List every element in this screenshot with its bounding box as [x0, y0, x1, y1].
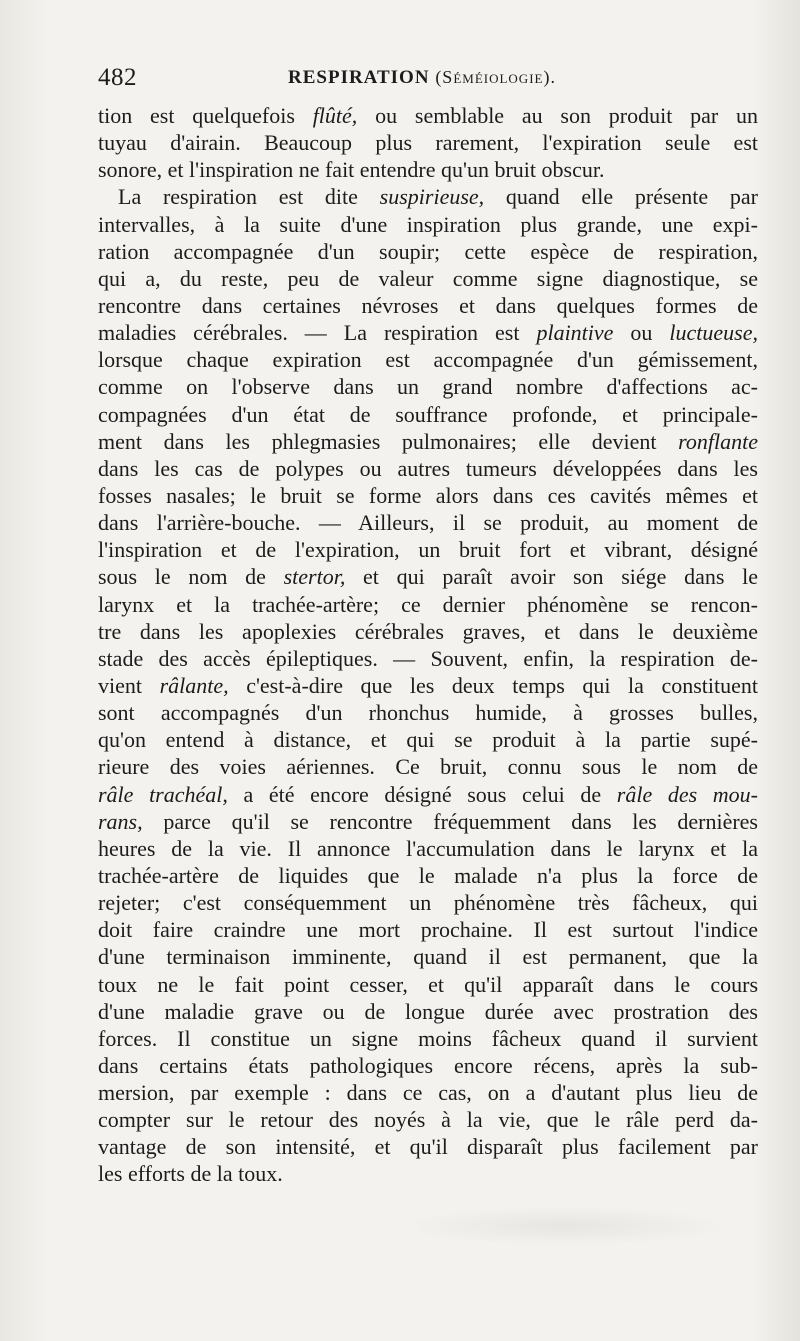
text-segment: doit faire craindre une mort prochaine. Il est surtout l'indice	[98, 917, 758, 943]
running-title-main: RESPIRATION	[288, 67, 430, 88]
text-line	[98, 455, 758, 482]
text-line	[98, 238, 758, 265]
text-segment: rieure des voies aériennes. Ce bruit, connu sous le nom de	[98, 754, 758, 780]
text-line	[98, 373, 758, 400]
text-line	[98, 156, 758, 183]
text-segment: maladies cérébrales. — La respiration est	[98, 320, 537, 346]
text-line	[98, 1160, 758, 1187]
text-line	[98, 916, 758, 943]
text-line	[98, 1025, 758, 1052]
text-segment: sont accompagnés d'un rhonchus humide, à grosses bulles,	[98, 700, 758, 726]
text-line	[98, 292, 758, 319]
text-line	[98, 509, 758, 536]
italic-term: luctueuse,	[669, 320, 758, 346]
text-segment: compter sur le retour des noyés à la vie, que le râle perd da-	[98, 1107, 758, 1133]
text-segment: d'une maladie grave ou de longue durée avec prostration des	[98, 998, 758, 1024]
text-segment: larynx et la trachée-artère; ce dernier phénomène se rencon-	[98, 591, 758, 617]
text-line	[98, 1133, 758, 1160]
text-line	[98, 428, 758, 455]
italic-term: flûté,	[312, 103, 358, 128]
italic-term: râlante,	[159, 672, 229, 698]
text-line	[98, 998, 758, 1025]
text-line	[98, 591, 758, 618]
text-line	[98, 835, 758, 862]
text-segment: qui a, du reste, peu de valeur comme signe diagnostique, se	[98, 265, 758, 291]
text-line	[98, 943, 758, 970]
text-segment: mersion, par exemple : dans ce cas, on a d'autant plus lieu de	[98, 1080, 758, 1106]
running-title	[288, 67, 556, 89]
text-line	[98, 1106, 758, 1133]
text-line	[98, 1052, 758, 1079]
text-segment: d'une terminaison imminente, quand il est permanent, que la	[98, 944, 758, 970]
text-segment: rencontre dans certaines névroses et dans quelques formes de	[98, 292, 758, 318]
text-segment: tion est quelquefois	[98, 103, 313, 128]
text-line	[98, 618, 758, 645]
text-segment: comme on l'observe dans un grand nombre d'affections ac-	[98, 374, 758, 400]
text-line	[98, 889, 758, 916]
text-segment: La respiration est dite	[118, 184, 380, 210]
text-line	[98, 862, 758, 889]
text-line	[98, 808, 758, 835]
text-line	[98, 265, 758, 292]
text-segment: lorsque chaque expiration est accompagnée d'un gémissement,	[98, 347, 758, 373]
text-segment: tuyau d'airain. Beaucoup plus rarement, l'expiration seule est	[98, 130, 758, 156]
text-line	[98, 1079, 758, 1106]
text-line	[98, 211, 758, 238]
italic-term: ronflante	[678, 428, 758, 454]
text-segment: heures de la vie. Il annonce l'accumulation dans le larynx et la	[98, 835, 758, 861]
text-line	[98, 536, 758, 563]
text-segment: stade des accès épileptiques. — Souvent, enfin, la respiration de-	[98, 645, 758, 671]
text-line	[98, 672, 758, 699]
text-segment: tre dans les apoplexies cérébrales graves, et dans le deuxième	[98, 618, 758, 644]
text-segment: rejeter; c'est conséquemment un phénomène très fâcheux, qui	[98, 890, 758, 916]
text-line	[98, 319, 758, 346]
italic-term: râle des mou-	[616, 781, 758, 807]
text-segment: ou	[613, 320, 670, 346]
italic-term: suspirieuse,	[379, 184, 485, 210]
text-segment: ration accompagnée d'un soupir; cette espèce de respiration,	[98, 238, 758, 264]
text-segment: intervalles, à la suite d'une inspiration plus grande, une expi-	[98, 211, 758, 237]
text-segment: c'est-à-dire que les deux temps qui la constituent	[228, 672, 758, 698]
page-number: 482	[98, 64, 137, 91]
text-line	[98, 971, 758, 998]
text-line	[98, 781, 758, 808]
text-line	[98, 129, 758, 156]
text-line	[98, 645, 758, 672]
text-line	[98, 753, 758, 780]
text-segment: vantage de son intensité, et qu'il disparaît plus facilement par	[98, 1134, 758, 1160]
text-segment: sonore, et l'inspiration ne fait entendre qu'un bruit obscur.	[98, 157, 605, 183]
text-segment: qu'on entend à distance, et qui se produit à la partie supé-	[98, 727, 758, 753]
text-line	[98, 482, 758, 509]
text-segment: sous le nom de	[98, 564, 284, 590]
body-text	[98, 102, 758, 1188]
text-line	[98, 563, 758, 590]
text-segment: vient	[98, 672, 160, 698]
text-segment: quand elle présente par	[484, 184, 758, 210]
text-line	[98, 401, 758, 428]
text-segment: a été encore désigné sous celui de	[227, 781, 617, 807]
italic-term: plaintive	[536, 320, 614, 346]
text-line	[118, 183, 758, 210]
text-segment: dans l'arrière-bouche. — Ailleurs, il se produit, au moment de	[98, 510, 758, 536]
text-segment: ment dans les phlegmasies pulmonaires; elle devient	[98, 428, 679, 454]
text-line	[98, 102, 758, 129]
text-line	[98, 346, 758, 373]
text-segment: fosses nasales; le bruit se forme alors dans ces cavités mêmes et	[98, 482, 758, 508]
text-segment: toux ne le fait point cesser, et qu'il apparaît dans le cours	[98, 971, 758, 997]
text-segment: dans les cas de polypes ou autres tumeurs développées dans les	[98, 455, 758, 481]
text-segment: l'inspiration et de l'expiration, un bruit fort et vibrant, désigné	[98, 537, 758, 563]
running-title-sub: (Séméiologie).	[435, 67, 556, 87]
bleed-through-smudge	[400, 1206, 730, 1246]
text-segment: et qui paraît avoir son siége dans le	[345, 564, 758, 590]
text-line	[98, 699, 758, 726]
italic-term: râle trachéal,	[98, 781, 228, 807]
text-segment: compagnées d'un état de souffrance profonde, et principale-	[98, 401, 758, 427]
text-segment: dans certains états pathologiques encore récens, après la sub-	[98, 1052, 758, 1078]
italic-term: rans,	[98, 808, 143, 834]
text-line	[98, 726, 758, 753]
text-segment: les efforts de la toux.	[98, 1161, 283, 1187]
text-segment: parce qu'il se rencontre fréquemment dans les dernières	[142, 808, 758, 834]
page-header	[98, 64, 758, 104]
text-segment: ou semblable au son produit par un	[357, 103, 758, 128]
text-segment: forces. Il constitue un signe moins fâcheux quand il survient	[98, 1025, 758, 1051]
text-segment: trachée-artère de liquides que le malade n'a plus la force de	[98, 862, 758, 888]
italic-term: stertor,	[283, 564, 346, 590]
